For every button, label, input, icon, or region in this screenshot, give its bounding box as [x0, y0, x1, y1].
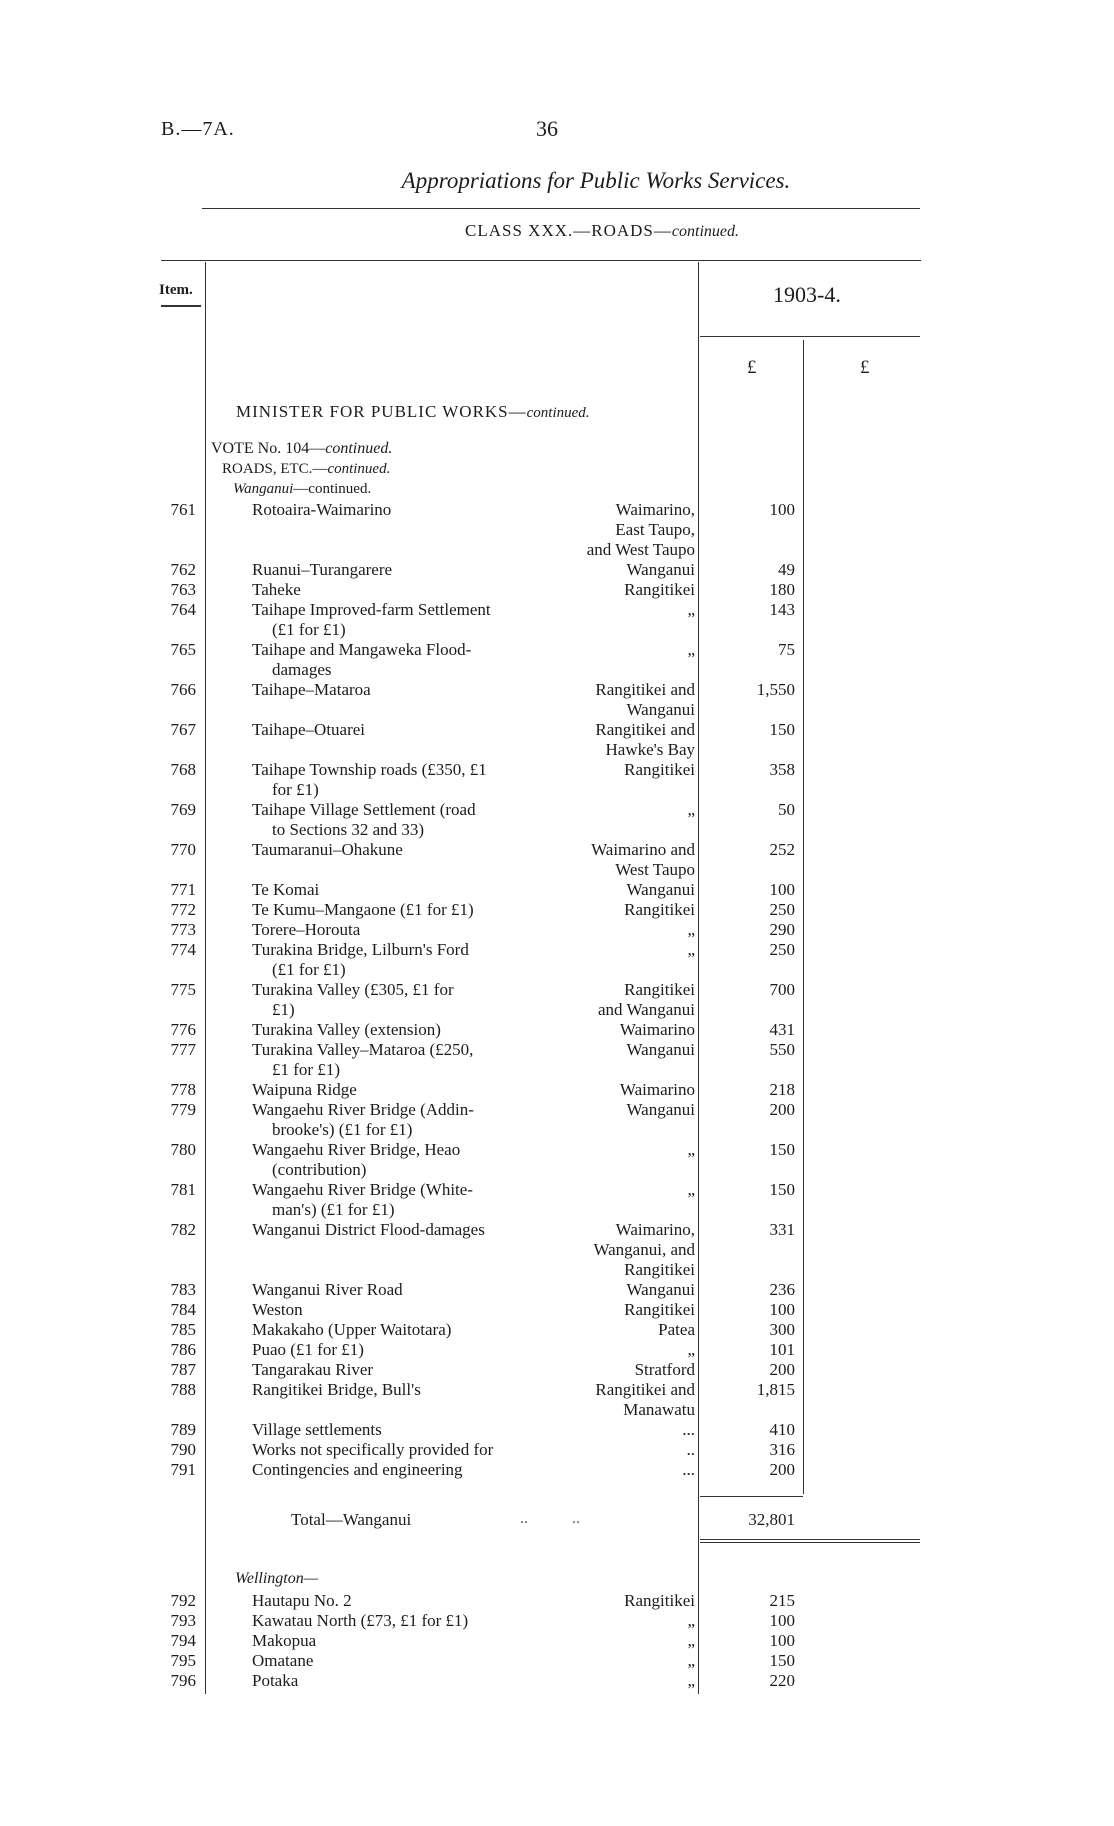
description-line: Hautapu No. 2 [252, 1591, 352, 1610]
item-description [252, 680, 558, 700]
county-line: „ [687, 800, 695, 819]
item-county [540, 1671, 695, 1691]
description-line: Wanganui River Road [252, 1280, 403, 1299]
item-header-underline [161, 305, 201, 307]
item-county [540, 1420, 695, 1440]
item-number: 761 [170, 500, 196, 519]
county-line: Wanganui [626, 560, 695, 579]
description-line: damages [272, 660, 332, 679]
item-county [540, 580, 695, 600]
item-county [540, 1080, 695, 1100]
description-line: Taumaranui–Ohakune [252, 840, 403, 859]
item-amount: 252 [769, 840, 795, 859]
item-amount: 250 [769, 940, 795, 959]
item-description [252, 940, 558, 980]
item-description [252, 1380, 558, 1400]
total-dots: .. .. [520, 1510, 580, 1527]
item-description [252, 1140, 558, 1180]
item-number: 772 [170, 900, 196, 919]
county-line: Rangitikei [624, 1591, 695, 1610]
item-amount: 431 [769, 1020, 795, 1039]
description-line: Waipuna Ridge [252, 1080, 357, 1099]
item-description [252, 1020, 558, 1040]
item-county [540, 1300, 695, 1320]
item-amount: 100 [769, 1611, 795, 1630]
description-line: Contingencies and engineering [252, 1460, 463, 1479]
item-county [540, 1380, 695, 1420]
item-amount: 218 [769, 1080, 795, 1099]
item-amount: 410 [769, 1420, 795, 1439]
county-line: Stratford [634, 1360, 695, 1379]
item-description [252, 720, 558, 740]
county-line: „ [687, 1180, 695, 1199]
description-line: Wangaehu River Bridge (White- [252, 1180, 473, 1199]
item-amount: 236 [769, 1280, 795, 1299]
county-column-rule [698, 262, 699, 1694]
item-number: 771 [170, 880, 196, 899]
county-line: „ [687, 1651, 695, 1670]
description-line: (£1 for £1) [272, 620, 346, 639]
county-line: Waimarino, [615, 500, 695, 519]
county-line: Wanganui [626, 1280, 695, 1299]
total-double-rule [700, 1542, 920, 1543]
item-number: 794 [170, 1631, 196, 1650]
item-county [540, 840, 695, 880]
item-county [540, 640, 695, 660]
county-line: „ [687, 920, 695, 939]
district-name: Wanganui [233, 481, 294, 497]
page-title: Appropriations for Public Works Services. [401, 168, 791, 193]
description-line: £1) [272, 1000, 295, 1019]
item-county [540, 1631, 695, 1651]
total-label: Total—Wanganui [291, 1510, 412, 1529]
item-amount: 150 [769, 1651, 795, 1670]
item-number: 765 [170, 640, 196, 659]
item-county [540, 1591, 695, 1611]
roads-text: ROADS, ETC.— [222, 461, 328, 477]
county-line: „ [687, 1340, 695, 1359]
item-county [540, 900, 695, 920]
item-column-rule [205, 262, 206, 1694]
description-line: man's) (£1 for £1) [272, 1200, 395, 1219]
roads-suffix: continued. [327, 461, 391, 477]
item-amount: 1,815 [756, 1380, 795, 1399]
county-line: ... [682, 1460, 695, 1479]
county-line: and West Taupo [586, 540, 695, 559]
county-line: Wanganui, and [593, 1240, 695, 1259]
vote-suffix: continued. [325, 440, 393, 457]
item-amount: 150 [769, 720, 795, 739]
pound-column-1: £ [747, 357, 757, 378]
description-line: Taihape Improved-farm Settlement [252, 600, 491, 619]
item-number: 769 [170, 800, 196, 819]
item-description [252, 1631, 558, 1651]
item-amount: 200 [769, 1360, 795, 1379]
item-number: 775 [170, 980, 196, 999]
item-number: 774 [170, 940, 196, 959]
item-county [540, 1340, 695, 1360]
item-amount: 290 [769, 920, 795, 939]
county-line: „ [687, 600, 695, 619]
year-header-rule [700, 336, 920, 337]
total-top-rule [700, 1496, 803, 1497]
item-county [540, 1280, 695, 1300]
item-number: 762 [170, 560, 196, 579]
item-description [252, 1100, 558, 1140]
description-line: (£1 for £1) [272, 960, 346, 979]
item-description [252, 1180, 558, 1220]
item-number: 776 [170, 1020, 196, 1039]
vote-heading [211, 440, 392, 458]
description-line: Te Kumu–Mangaone (£1 for £1) [252, 900, 474, 919]
district-heading [233, 481, 371, 498]
item-description [252, 1040, 558, 1080]
description-line: (contribution) [272, 1160, 367, 1179]
description-line: Kawatau North (£73, £1 for £1) [252, 1611, 469, 1630]
amount-column-rule [803, 340, 804, 1494]
county-line: Hawke's Bay [605, 740, 695, 759]
item-description [252, 1300, 558, 1320]
item-amount: 101 [769, 1340, 795, 1359]
county-line: „ [687, 1611, 695, 1630]
description-line: Makakaho (Upper Waitotara) [252, 1320, 452, 1339]
subtitle-text: CLASS XXX.—ROADS— [465, 221, 672, 240]
item-number: 783 [170, 1280, 196, 1299]
item-amount: 200 [769, 1460, 795, 1479]
item-county [540, 1440, 695, 1460]
item-description [252, 500, 558, 520]
item-amount: 100 [769, 1300, 795, 1319]
item-amount: 250 [769, 900, 795, 919]
item-number: 778 [170, 1080, 196, 1099]
description-line: Ruanui–Turangarere [252, 560, 393, 579]
item-description [252, 1440, 558, 1460]
item-number: 791 [170, 1460, 196, 1479]
county-line: Rangitikei [624, 1260, 695, 1279]
description-line: Taheke [252, 580, 301, 599]
item-county [540, 1460, 695, 1480]
item-description [252, 760, 558, 800]
item-number: 770 [170, 840, 196, 859]
item-description [252, 1611, 558, 1631]
item-amount: 316 [769, 1440, 795, 1459]
item-county [540, 1611, 695, 1631]
description-line: Wangaehu River Bridge, Heao [252, 1140, 461, 1159]
county-line: Manawatu [623, 1400, 695, 1419]
county-line: East Taupo, [615, 520, 695, 539]
county-line: „ [687, 640, 695, 659]
description-line: for £1) [272, 780, 319, 799]
item-county [540, 500, 695, 560]
item-description [252, 840, 558, 860]
ministry-heading [236, 402, 590, 422]
item-number: 786 [170, 1340, 196, 1359]
item-number: 785 [170, 1320, 196, 1339]
vote-text: VOTE No. 104— [211, 440, 326, 457]
item-number: 795 [170, 1651, 196, 1670]
title-rule [202, 208, 920, 209]
year-column-header: 1903-4. [773, 282, 841, 307]
item-description [252, 1671, 558, 1691]
description-line: Taihape–Otuarei [252, 720, 366, 739]
item-county [540, 560, 695, 580]
item-amount: 150 [769, 1140, 795, 1159]
subtitle-suffix: continued. [671, 223, 739, 240]
item-number: 773 [170, 920, 196, 939]
county-line: Waimarino and [591, 840, 695, 859]
county-line: Wanganui [626, 1100, 695, 1119]
item-amount: 1,550 [756, 680, 795, 699]
county-line: West Taupo [615, 860, 695, 879]
item-description [252, 900, 558, 920]
item-description [252, 1340, 558, 1360]
item-description [252, 1280, 558, 1300]
class-subtitle [0, 221, 1114, 241]
item-number: 764 [170, 600, 196, 619]
county-line: Rangitikei and [595, 1380, 695, 1399]
item-number: 793 [170, 1611, 196, 1630]
item-county [540, 940, 695, 960]
item-amount: 49 [778, 560, 795, 579]
item-amount: 700 [769, 980, 795, 999]
item-description [252, 800, 558, 840]
description-line: Wangaehu River Bridge (Addin- [252, 1100, 474, 1119]
description-line: to Sections 32 and 33) [272, 820, 425, 839]
ministry-suffix: continued. [526, 405, 590, 421]
item-county [540, 600, 695, 620]
description-line: Wanganui District Flood-damages [252, 1220, 485, 1239]
item-number: 789 [170, 1420, 196, 1439]
item-number: 790 [170, 1440, 196, 1459]
item-number: 777 [170, 1040, 196, 1059]
county-line: .. [686, 1440, 695, 1459]
pound-column-2: £ [860, 357, 870, 378]
county-line: „ [687, 1671, 695, 1690]
item-county [540, 1360, 695, 1380]
item-county [540, 1020, 695, 1040]
description-line: Taihape–Mataroa [252, 680, 371, 699]
item-county [540, 1140, 695, 1160]
total-amount: 32,801 [748, 1510, 795, 1529]
header-top-rule [161, 260, 921, 261]
item-description [252, 640, 558, 680]
item-amount: 215 [769, 1591, 795, 1610]
description-line: Taihape and Mangaweka Flood- [252, 640, 472, 659]
item-description [252, 1651, 558, 1671]
item-number: 766 [170, 680, 196, 699]
item-description [252, 920, 558, 940]
item-description [252, 560, 558, 580]
county-line: Rangitikei and [595, 680, 695, 699]
county-line: Waimarino, [615, 1220, 695, 1239]
description-line: Turakina Valley (extension) [252, 1020, 441, 1039]
description-line: Taihape Township roads (£350, £1 [252, 760, 487, 779]
description-line: Turakina Valley–Mataroa (£250, [252, 1040, 474, 1059]
county-line: Rangitikei and [595, 720, 695, 739]
item-amount: 331 [769, 1220, 795, 1239]
item-county [540, 1040, 695, 1060]
item-number: 768 [170, 760, 196, 779]
county-line: Wanganui [626, 880, 695, 899]
county-line: and Wanganui [598, 1000, 695, 1019]
description-line: brooke's) (£1 for £1) [272, 1120, 413, 1139]
item-amount: 50 [778, 800, 795, 819]
item-county [540, 1220, 695, 1280]
item-county [540, 1651, 695, 1671]
item-county [540, 760, 695, 780]
description-line: Works not specifically provided for [252, 1440, 494, 1459]
description-line: Rotoaira-Waimarino [252, 500, 392, 519]
description-line: Village settlements [252, 1420, 382, 1439]
page-number: 36 [536, 116, 558, 141]
item-description [252, 1591, 558, 1611]
county-line: Wanganui [626, 700, 695, 719]
item-amount: 100 [769, 1631, 795, 1650]
item-description [252, 1320, 558, 1340]
item-amount: 358 [769, 760, 795, 779]
item-description [252, 1080, 558, 1100]
item-description [252, 600, 558, 640]
county-line: Rangitikei [624, 900, 695, 919]
item-number: 779 [170, 1100, 196, 1119]
description-line: Weston [252, 1300, 303, 1319]
description-line: Taihape Village Settlement (road [252, 800, 476, 819]
item-number: 763 [170, 580, 196, 599]
item-amount: 150 [769, 1180, 795, 1199]
item-number: 792 [170, 1591, 196, 1610]
description-line: Tangarakau River [252, 1360, 374, 1379]
county-line: Rangitikei [624, 1300, 695, 1319]
county-line: ... [682, 1420, 695, 1439]
county-line: Waimarino [619, 1020, 695, 1039]
item-county [540, 980, 695, 1020]
ministry-text: MINISTER FOR PUBLIC WORKS— [236, 402, 527, 421]
county-line: Wanganui [626, 1040, 695, 1059]
item-county [540, 1180, 695, 1200]
description-line: Rangitikei Bridge, Bull's [252, 1380, 421, 1399]
item-county [540, 680, 695, 720]
item-number: 787 [170, 1360, 196, 1379]
description-line: Omatane [252, 1651, 314, 1670]
county-line: Waimarino [619, 1080, 695, 1099]
item-description [252, 580, 558, 600]
item-county [540, 920, 695, 940]
description-line: Puao (£1 for £1) [252, 1340, 364, 1359]
description-line: Potaka [252, 1671, 299, 1690]
item-amount: 143 [769, 600, 795, 619]
county-line: „ [687, 1631, 695, 1650]
document-reference: B.—7A. [161, 118, 235, 140]
item-description [252, 880, 558, 900]
item-description [252, 1220, 558, 1240]
description-line: Torere–Horouta [252, 920, 361, 939]
item-county [540, 1320, 695, 1340]
item-amount: 100 [769, 500, 795, 519]
total-bottom-rule [700, 1539, 920, 1540]
district-suffix: —continued. [293, 481, 372, 497]
item-county [540, 880, 695, 900]
item-amount: 75 [778, 640, 795, 659]
item-description [252, 980, 558, 1020]
county-line: Rangitikei [624, 980, 695, 999]
wellington-heading: Wellington— [235, 1570, 318, 1587]
item-number: 796 [170, 1671, 196, 1690]
item-number: 781 [170, 1180, 196, 1199]
item-description [252, 1460, 558, 1480]
item-amount: 180 [769, 580, 795, 599]
description-line: Makopua [252, 1631, 317, 1650]
county-line: „ [687, 940, 695, 959]
item-amount: 220 [769, 1671, 795, 1690]
item-amount: 200 [769, 1100, 795, 1119]
item-number: 780 [170, 1140, 196, 1159]
item-amount: 550 [769, 1040, 795, 1059]
roads-heading [222, 461, 390, 478]
county-line: Rangitikei [624, 760, 695, 779]
item-description [252, 1360, 558, 1380]
county-line: Patea [658, 1320, 695, 1339]
item-county [540, 720, 695, 760]
description-line: Te Komai [252, 880, 320, 899]
description-line: Turakina Bridge, Lilburn's Ford [252, 940, 469, 959]
item-amount: 100 [769, 880, 795, 899]
item-number: 782 [170, 1220, 196, 1239]
description-line: £1 for £1) [272, 1060, 340, 1079]
item-number: 788 [170, 1380, 196, 1399]
item-description [252, 1420, 558, 1440]
county-line: „ [687, 1140, 695, 1159]
item-county [540, 1100, 695, 1120]
item-number: 767 [170, 720, 196, 739]
item-county [540, 800, 695, 820]
item-column-header: Item. [159, 282, 193, 298]
item-amount: 300 [769, 1320, 795, 1339]
item-number: 784 [170, 1300, 196, 1319]
description-line: Turakina Valley (£305, £1 for [252, 980, 454, 999]
county-line: Rangitikei [624, 580, 695, 599]
